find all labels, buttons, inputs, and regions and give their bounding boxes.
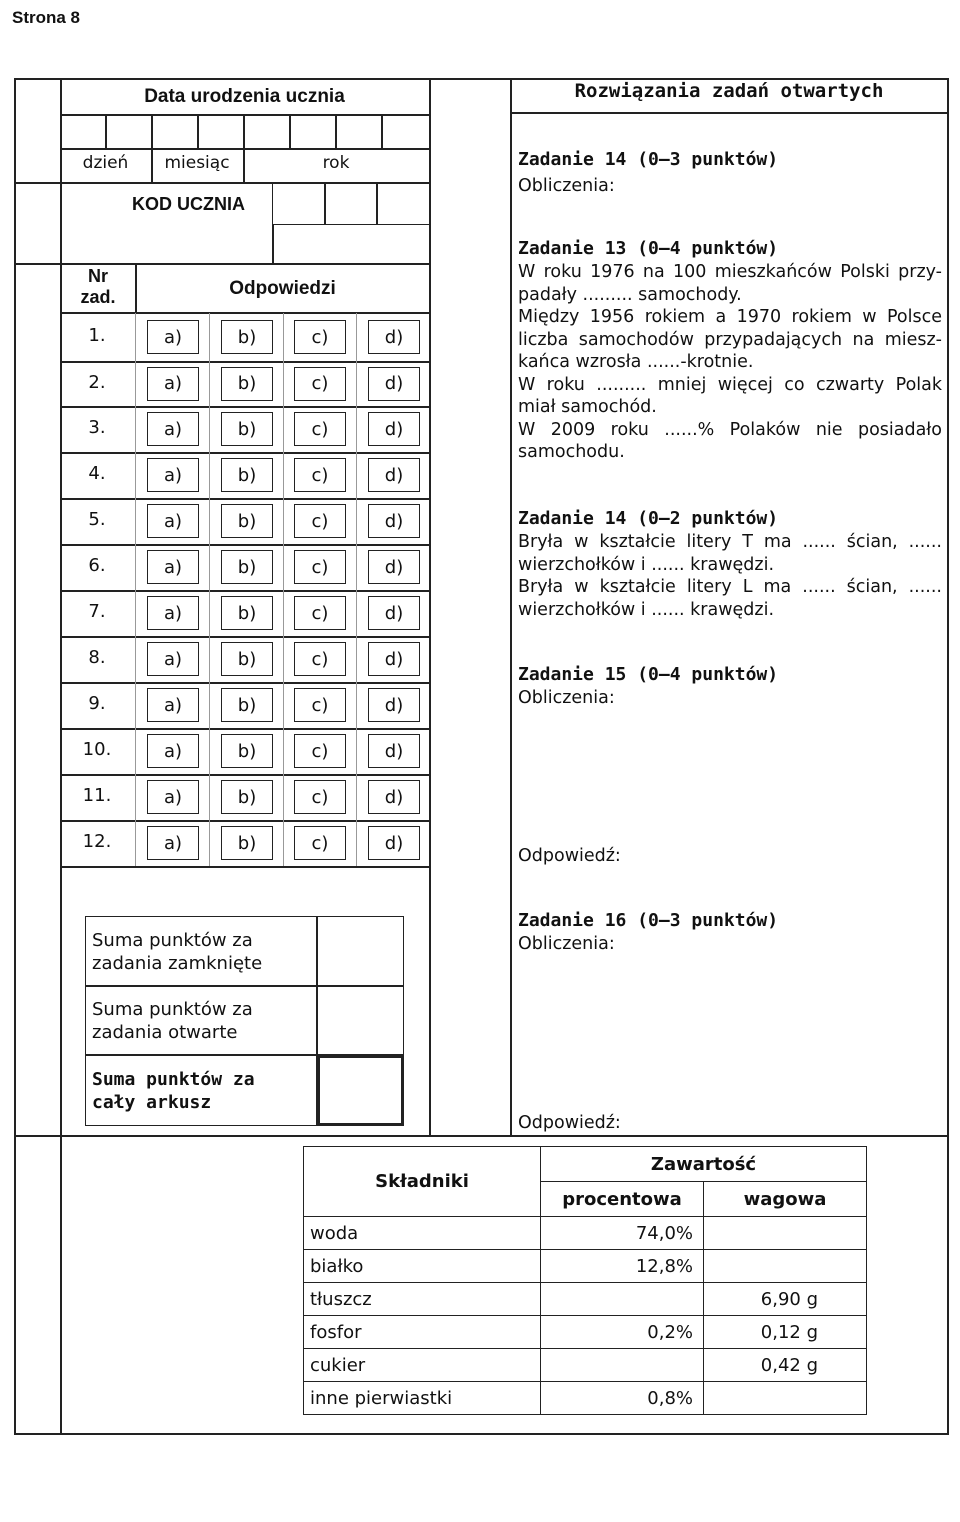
answer-option-box[interactable]: c) (294, 780, 346, 814)
table-row (304, 1349, 867, 1382)
answer-row-number: 2. (88, 371, 106, 393)
answer-row-number: 4. (88, 463, 106, 484)
answer-option-box[interactable]: a) (147, 688, 199, 722)
task-15-title: Zadanie 15 (0–4 punktów) (518, 664, 779, 685)
year-digit-2[interactable] (291, 116, 334, 147)
answer-row-line (60, 866, 430, 868)
frame-divider-135 (14, 1135, 948, 1137)
table-row (304, 1316, 867, 1349)
sum-total-label: Suma punktów za cały arkusz (92, 1069, 255, 1113)
solutions-header-bottom (510, 112, 948, 114)
sum-total-score-box[interactable] (317, 1055, 404, 1126)
task-16-answer: Odpowiedź: (518, 1113, 621, 1133)
task-13-line: miał samochód. (518, 397, 657, 417)
answer-option-box[interactable]: a) (147, 367, 199, 401)
component-percent[interactable]: 74,0% (541, 1217, 704, 1250)
answer-option-box[interactable]: a) (147, 412, 199, 446)
year-digit-3[interactable] (337, 116, 380, 147)
answer-option-box[interactable]: d) (368, 688, 420, 722)
component-weight[interactable] (704, 1382, 867, 1415)
task-14b-line: Bryła w kształcie litery L ma ...... ścian, ...... (518, 577, 942, 597)
right-panel-left (510, 78, 512, 1136)
answer-option-box[interactable]: b) (221, 688, 273, 722)
answer-option-box[interactable]: d) (368, 734, 420, 768)
birth-line-2 (60, 148, 430, 150)
answer-option-box[interactable]: d) (368, 642, 420, 676)
answer-row-line (60, 452, 430, 454)
component-name: cukier (304, 1349, 541, 1382)
answer-row-number: 8. (88, 647, 106, 668)
table-row (304, 1250, 867, 1283)
component-name: tłuszcz (304, 1283, 541, 1316)
component-name: fosfor (304, 1316, 541, 1349)
col-content-header: Zawartość (541, 1147, 867, 1182)
answer-row-number: 3. (88, 417, 106, 438)
student-code-digit-2[interactable] (326, 184, 375, 223)
task-13-line: Między 1956 rokiem a 1970 rokiem w Polsce (518, 307, 942, 327)
answer-option-box[interactable]: d) (368, 550, 420, 584)
answer-col-divider (283, 313, 284, 866)
year-digit-1[interactable] (245, 116, 288, 147)
task-13-line: W roku 1976 na 100 mieszkańców Polski przy- (518, 262, 942, 282)
frame-left (14, 78, 16, 1435)
task-14b-line: Bryła w kształcie litery T ma ...... ścian, ...... (518, 532, 942, 552)
task-14b-line: wierzchołków i ...... krawędzi. (518, 599, 775, 620)
task-14a-calc: Obliczenia: (518, 176, 615, 196)
task-13-line: kańca wzrosła ......-krotnie. (518, 352, 754, 372)
answer-row-number: 5. (88, 509, 106, 530)
task-15-calc-area[interactable] (516, 712, 942, 840)
task-13-line: padały ......... samochody. (518, 284, 742, 305)
answer-row-number: 1. (88, 325, 106, 346)
month-digit-1[interactable] (153, 116, 196, 147)
answer-option-box[interactable]: a) (147, 734, 199, 768)
answers-top (14, 263, 430, 265)
answer-row-line (60, 406, 430, 408)
component-percent[interactable]: 0,8% (541, 1382, 704, 1415)
answer-row-number: 9. (88, 693, 106, 714)
task-13-body (518, 261, 942, 464)
student-code-digit-1[interactable] (274, 184, 323, 223)
task-16-calc: Obliczenia: (518, 934, 615, 954)
answer-row-number: 12. (82, 831, 112, 852)
answer-option-box[interactable]: c) (294, 320, 346, 354)
code-stem (272, 225, 274, 264)
task-15-calc: Obliczenia: (518, 688, 615, 708)
answer-option-box[interactable]: c) (294, 734, 346, 768)
component-name: inne pierwiastki (304, 1382, 541, 1415)
answer-option-box[interactable]: c) (294, 504, 346, 538)
task-13-title: Zadanie 13 (0–4 punktów) (518, 238, 779, 259)
table-row (304, 1382, 867, 1415)
component-name: białko (304, 1250, 541, 1283)
component-percent[interactable] (541, 1349, 704, 1382)
task-14a-title: Zadanie 14 (0–3 punktów) (518, 149, 779, 170)
answer-row-number: 11. (82, 785, 112, 806)
month-digit-2[interactable] (199, 116, 242, 147)
component-weight[interactable]: 0,42 g (704, 1349, 867, 1382)
answer-option-box[interactable]: a) (147, 596, 199, 630)
col-weight-header: wagowa (704, 1182, 867, 1217)
task-14b-line: wierzchołków i ...... krawędzi. (518, 554, 775, 575)
month-label: miesiąc (164, 153, 230, 173)
answer-option-box[interactable]: a) (147, 550, 199, 584)
answer-row-line (60, 728, 430, 730)
answer-option-box[interactable]: b) (221, 320, 273, 354)
answer-option-box[interactable]: d) (368, 826, 420, 860)
component-weight[interactable] (704, 1217, 867, 1250)
component-weight[interactable] (704, 1250, 867, 1283)
answer-option-box[interactable]: c) (294, 826, 346, 860)
answer-col-divider (356, 313, 357, 866)
task-14b-title: Zadanie 14 (0–2 punktów) (518, 508, 779, 529)
task-13-line: W 2009 roku ......% Polaków nie posiadało (518, 419, 942, 440)
answer-row-number: 10. (82, 739, 112, 760)
answer-row-line (60, 361, 430, 363)
answer-row-line (60, 544, 430, 546)
answers-header: Odpowiedzi (229, 278, 336, 299)
sum-closed-score[interactable] (318, 918, 402, 984)
task-13-line: samochodu. (518, 442, 625, 462)
answer-option-box[interactable]: d) (368, 320, 420, 354)
table-row (304, 1283, 867, 1316)
answer-option-box[interactable]: a) (147, 320, 199, 354)
answer-option-box[interactable]: c) (294, 596, 346, 630)
col-components-header: Składniki (304, 1147, 541, 1217)
answer-option-box[interactable]: b) (221, 596, 273, 630)
answer-option-box[interactable]: d) (368, 504, 420, 538)
answer-option-box[interactable]: b) (221, 412, 273, 446)
day-digit-1[interactable] (62, 116, 104, 147)
answer-option-box[interactable]: b) (221, 458, 273, 492)
page-label: Strona 8 (12, 8, 81, 27)
answer-row-line (60, 774, 430, 776)
answer-row-line (60, 636, 430, 638)
year-digit-4[interactable] (383, 116, 428, 147)
nr-label: Nr zad. (80, 266, 116, 307)
answer-option-box[interactable]: b) (221, 734, 273, 768)
component-percent[interactable]: 12,8% (541, 1250, 704, 1283)
answer-option-box[interactable]: d) (368, 367, 420, 401)
component-weight[interactable]: 6,90 g (704, 1283, 867, 1316)
component-name: woda (304, 1217, 541, 1250)
solutions-header: Rozwiązania zadań otwartych (574, 80, 884, 102)
day-digit-2[interactable] (107, 116, 150, 147)
answer-option-box[interactable]: d) (368, 780, 420, 814)
answers-header-bottom (60, 312, 430, 314)
answer-option-box[interactable]: d) (368, 596, 420, 630)
sum-open-label: Suma punktów za zadania otwarte (92, 999, 253, 1043)
answer-option-box[interactable]: a) (147, 780, 199, 814)
component-weight[interactable]: 0,12 g (704, 1316, 867, 1349)
table-row (304, 1217, 867, 1250)
answer-option-box[interactable]: a) (147, 458, 199, 492)
answer-option-box[interactable]: a) (147, 826, 199, 860)
table-body (304, 1217, 867, 1415)
component-percent[interactable]: 0,2% (541, 1316, 704, 1349)
answer-option-box[interactable]: b) (221, 504, 273, 538)
answer-option-box[interactable]: d) (368, 412, 420, 446)
left-panel-right (429, 78, 431, 1136)
student-code-label: KOD UCZNIA (132, 194, 245, 214)
answer-option-box[interactable]: b) (221, 780, 273, 814)
day-label: dzień (82, 153, 129, 173)
answer-option-box[interactable]: c) (294, 458, 346, 492)
frame-right (947, 78, 949, 1435)
answer-option-box[interactable]: a) (147, 504, 199, 538)
answer-option-box[interactable]: c) (294, 688, 346, 722)
task-13-line: W roku ......... mniej więcej co czwarty Polak (518, 374, 942, 395)
answer-row-number: 6. (88, 555, 106, 576)
task-15-answer: Odpowiedź: (518, 846, 621, 866)
answer-option-box[interactable]: b) (221, 826, 273, 860)
answer-option-box[interactable]: c) (294, 412, 346, 446)
answer-row-line (60, 590, 430, 592)
answer-col-divider (135, 313, 136, 866)
task-16-calc-area[interactable] (516, 958, 942, 1108)
task-13-line: liczba samochodów przypadających na miesz- (518, 329, 942, 350)
answer-option-box[interactable]: b) (221, 367, 273, 401)
answer-option-box[interactable]: c) (294, 367, 346, 401)
composition-table (303, 1146, 867, 1415)
answer-row-line (60, 820, 430, 822)
frame-bottom (14, 1433, 948, 1435)
birth-date-title: Data urodzenia ucznia (144, 86, 345, 107)
answer-option-box[interactable]: a) (147, 642, 199, 676)
answer-row-line (60, 682, 430, 684)
answer-option-box[interactable]: c) (294, 642, 346, 676)
answer-option-box[interactable]: d) (368, 458, 420, 492)
year-label: rok (322, 153, 350, 173)
sum-closed-label: Suma punktów za zadania zamknięte (92, 930, 263, 974)
task-14b-body (518, 531, 942, 621)
answer-row-line (60, 498, 430, 500)
sum-open-score[interactable] (318, 987, 402, 1053)
component-percent[interactable] (541, 1283, 704, 1316)
answer-option-box[interactable]: b) (221, 642, 273, 676)
col-percent-header: procentowa (541, 1182, 704, 1217)
answer-col-divider (209, 313, 210, 866)
answer-option-box[interactable]: b) (221, 550, 273, 584)
student-code-digit-3[interactable] (378, 184, 428, 223)
answer-option-box[interactable]: c) (294, 550, 346, 584)
task-16-title: Zadanie 16 (0–3 punktów) (518, 910, 779, 931)
answer-row-number: 7. (88, 601, 106, 622)
